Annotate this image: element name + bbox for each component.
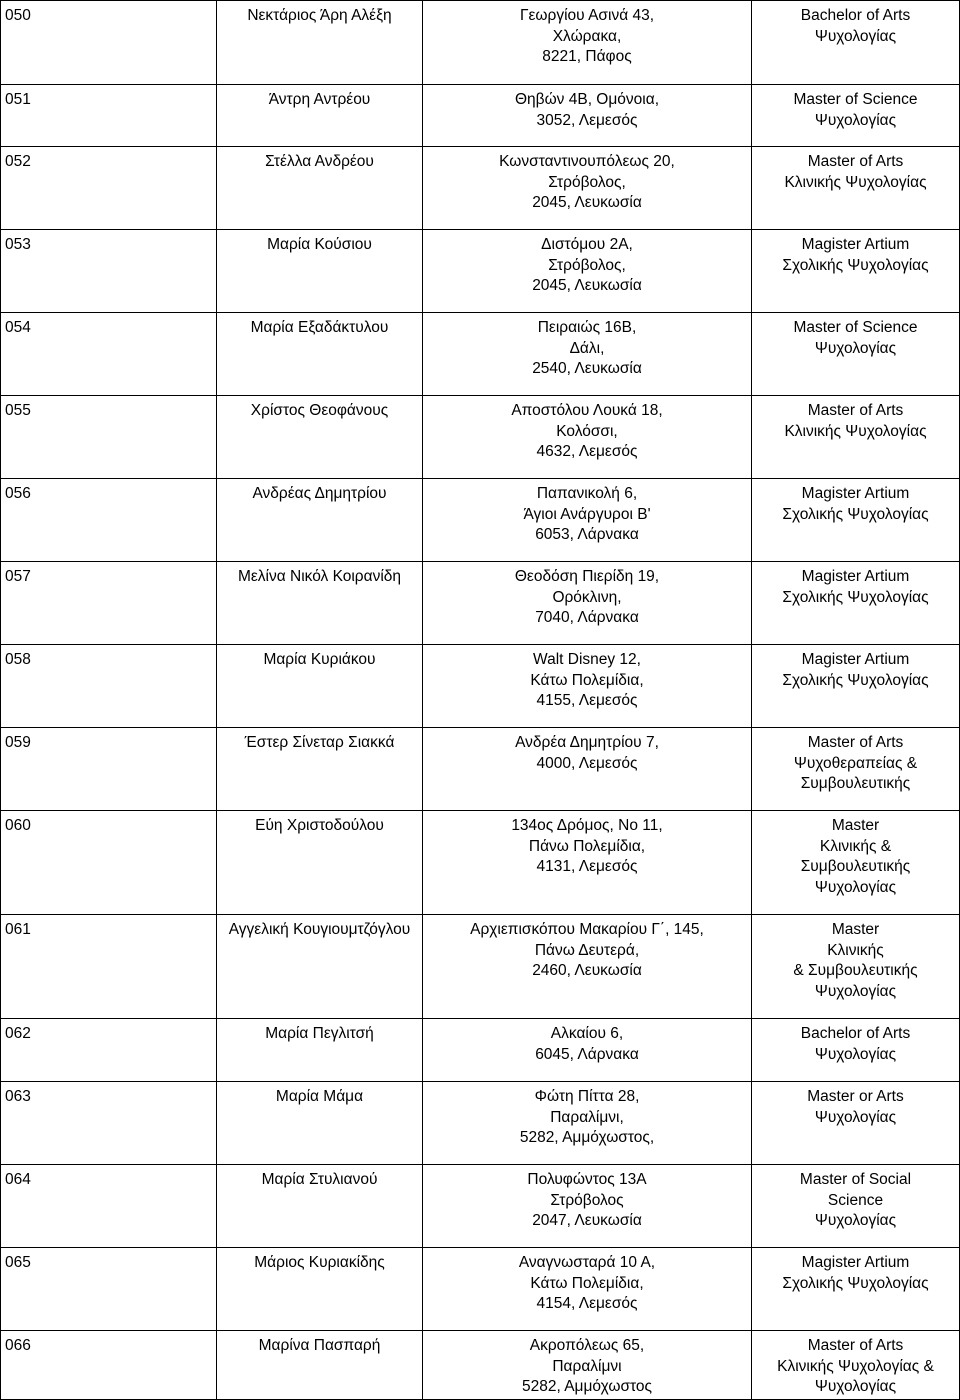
registry-number: 063 [1, 1082, 217, 1165]
table-row [1, 479, 960, 562]
person-name: Μαρίνα Πασπαρή [217, 1331, 423, 1400]
address-line: 6053, Λάρνακα [535, 526, 639, 544]
address-cell [423, 645, 752, 728]
degree-line: & Συμβουλευτικής [793, 962, 918, 980]
degree-cell [752, 811, 960, 915]
person-name: Νεκτάριος Άρη Αλέξη [217, 1, 423, 85]
degree-line: Master or Arts [807, 1088, 904, 1105]
address-line: Άγιοι Ανάργυροι Β' [523, 505, 651, 523]
address-line: 2540, Λευκωσία [532, 360, 642, 378]
table-row [1, 85, 960, 147]
degree-line: Ψυχολογίας [814, 1045, 897, 1063]
degree-line: Magister Artium [801, 568, 910, 585]
registry-number: 060 [1, 811, 217, 915]
degree-line: Κλινικής Ψυχολογίας [784, 422, 927, 440]
address-line: Παπανικολή 6, [536, 485, 638, 502]
degree-line: Science [827, 1191, 884, 1209]
degree-line: Master [831, 817, 880, 834]
degree-line: Bachelor of Arts [800, 1025, 911, 1042]
person-name: Χρίστος Θεοφάνους [217, 396, 423, 479]
address-cell [423, 915, 752, 1019]
degree-line: Σχολικής Ψυχολογίας [782, 671, 929, 689]
address-line: 2460, Λευκωσία [532, 962, 642, 980]
table-row [1, 1019, 960, 1082]
address-cell [423, 230, 752, 313]
address-line: Κάτω Πολεμίδια, [530, 1274, 644, 1292]
address-line: Κωνσταντινουπόλεως 20, [499, 153, 675, 170]
address-line: Χλώρακα, [552, 27, 622, 45]
person-name: Μαρία Μάμα [217, 1082, 423, 1165]
address-cell [423, 1165, 752, 1248]
registry-number: 062 [1, 1019, 217, 1082]
degree-line: Σχολικής Ψυχολογίας [782, 256, 929, 274]
registry-number: 065 [1, 1248, 217, 1331]
person-name: Μελίνα Νικόλ Κοιρανίδη [217, 562, 423, 645]
degree-cell [752, 147, 960, 230]
address-cell [423, 1019, 752, 1082]
address-line: 2045, Λευκωσία [532, 277, 642, 295]
degree-cell [752, 396, 960, 479]
table-row [1, 645, 960, 728]
address-line: 6045, Λάρνακα [535, 1045, 639, 1063]
degree-cell [752, 645, 960, 728]
registry-table-body [1, 1, 960, 1400]
degree-line: Ψυχολογίας [814, 982, 897, 1000]
table-row [1, 1, 960, 85]
address-line: Ανδρέα Δημητρίου 7, [515, 734, 659, 751]
address-cell [423, 396, 752, 479]
address-cell [423, 85, 752, 147]
address-line: Πολυφώντος 13Α [527, 1171, 647, 1188]
person-name: Ανδρέας Δημητρίου [217, 479, 423, 562]
degree-line: Master of Science [793, 91, 918, 108]
degree-cell [752, 85, 960, 147]
degree-line: Κλινικής [827, 941, 884, 959]
table-row [1, 147, 960, 230]
degree-cell [752, 728, 960, 811]
degree-line: Ψυχοθεραπείας & [793, 754, 918, 772]
table-row [1, 1082, 960, 1165]
degree-line: Ψυχολογίας [814, 111, 897, 129]
registry-number: 056 [1, 479, 217, 562]
address-line: Ορόκλινη, [552, 588, 622, 606]
address-line: Αλκαίου 6, [550, 1025, 624, 1042]
degree-cell [752, 915, 960, 1019]
registry-number: 055 [1, 396, 217, 479]
degree-line: Κλινικής & [819, 837, 892, 855]
table-row [1, 230, 960, 313]
address-line: Αναγνωσταρά 10 Α, [518, 1254, 656, 1271]
address-line: 4000, Λεμεσός [536, 754, 638, 772]
address-cell [423, 1082, 752, 1165]
table-row [1, 1331, 960, 1400]
address-line: Πάνω Πολεμίδια, [528, 837, 646, 855]
address-cell [423, 479, 752, 562]
address-line: Γεωργίου Ασινά 43, [519, 7, 655, 24]
degree-line: Ψυχολογίας [814, 339, 897, 357]
person-name: Άντρη Αντρέου [217, 85, 423, 147]
degree-line: Master [831, 921, 880, 938]
degree-line: Magister Artium [801, 651, 910, 668]
address-line: 2047, Λευκωσία [532, 1212, 642, 1230]
person-name: Μαρία Κούσιου [217, 230, 423, 313]
degree-cell [752, 1248, 960, 1331]
person-name: Εύη Χριστοδούλου [217, 811, 423, 915]
registry-number: 054 [1, 313, 217, 396]
person-name: Μαρία Εξαδάκτυλου [217, 313, 423, 396]
registry-number: 059 [1, 728, 217, 811]
registry-number: 053 [1, 230, 217, 313]
degree-line: Ψυχολογίας [814, 27, 897, 45]
degree-line: Master of Arts [807, 734, 904, 751]
address-cell [423, 147, 752, 230]
person-name: Μαρία Κυριάκου [217, 645, 423, 728]
address-line: 5282, Αμμόχωστος, [519, 1129, 655, 1147]
registry-number: 051 [1, 85, 217, 147]
address-line: 134ος Δρόμος, Νο 11, [511, 817, 663, 834]
address-line: Θεοδόση Πιερίδη 19, [514, 568, 660, 585]
degree-line: Master of Arts [807, 153, 904, 170]
degree-line: Master of Arts [807, 1337, 904, 1354]
table-row [1, 1248, 960, 1331]
address-line: 7040, Λάρνακα [535, 609, 639, 627]
address-cell [423, 1331, 752, 1400]
degree-cell [752, 1331, 960, 1400]
degree-line: Magister Artium [801, 1254, 910, 1271]
address-line: Αρχιεπισκόπου Μακαρίου Γ΄, 145, [470, 921, 704, 938]
registry-number: 064 [1, 1165, 217, 1248]
degree-line: Σχολικής Ψυχολογίας [782, 1274, 929, 1292]
address-line: 2045, Λευκωσία [532, 194, 642, 212]
table-row [1, 811, 960, 915]
table-row [1, 915, 960, 1019]
address-line: Στρόβολος, [548, 256, 626, 274]
address-line: Πειραιώς 16Β, [537, 319, 637, 336]
address-line: Διστόμου 2Α, [541, 236, 633, 253]
address-line: Παραλίμνι, [550, 1108, 624, 1126]
address-line: 3052, Λεμεσός [536, 111, 638, 129]
address-line: Κάτω Πολεμίδια, [530, 671, 644, 689]
address-cell [423, 313, 752, 396]
address-line: Walt Disney 12, [533, 651, 641, 668]
degree-cell [752, 562, 960, 645]
degree-line: Master of Social [799, 1171, 912, 1188]
degree-line: Master of Arts [807, 402, 904, 419]
degree-cell [752, 1082, 960, 1165]
address-line: 4154, Λεμεσός [536, 1295, 638, 1313]
address-line: 5282, Αμμόχωστος [521, 1378, 653, 1396]
address-line: 4632, Λεμεσός [536, 443, 638, 461]
person-name: Αγγελική Κουγιουμτζόγλου [217, 915, 423, 1019]
degree-line: Ψυχολογίας [814, 878, 897, 896]
address-line: Ακροπόλεως 65, [529, 1337, 645, 1354]
degree-cell [752, 1019, 960, 1082]
degree-cell [752, 1165, 960, 1248]
address-cell [423, 1248, 752, 1331]
address-line: Φώτη Πίττα 28, [534, 1088, 640, 1105]
address-line: 8221, Πάφος [542, 48, 632, 66]
address-line: Θηβών 4Β, Ομόνοια, [514, 91, 659, 108]
address-line: Παραλίμνι [552, 1357, 622, 1375]
degree-line: Ψυχολογίας [814, 1108, 897, 1126]
degree-cell [752, 230, 960, 313]
degree-line: Ψυχολογίας [814, 1378, 897, 1396]
person-name: Μαρία Στυλιανού [217, 1165, 423, 1248]
degree-line: Magister Artium [801, 485, 910, 502]
address-cell [423, 811, 752, 915]
degree-line: Σχολικής Ψυχολογίας [782, 505, 929, 523]
person-name: Έστερ Σίνεταρ Σιακκά [217, 728, 423, 811]
registry-number: 050 [1, 1, 217, 85]
degree-line: Κλινικής Ψυχολογίας [784, 173, 927, 191]
degree-line: Master of Science [793, 319, 918, 336]
address-cell [423, 562, 752, 645]
registry-number: 057 [1, 562, 217, 645]
address-line: 4155, Λεμεσός [536, 692, 638, 710]
registry-number: 052 [1, 147, 217, 230]
person-name: Μάριος Κυριακίδης [217, 1248, 423, 1331]
address-line: Αποστόλου Λουκά 18, [511, 402, 663, 419]
degree-line: Συμβουλευτικής [800, 775, 911, 793]
degree-line: Κλινικής Ψυχολογίας & [777, 1357, 934, 1375]
registry-number: 061 [1, 915, 217, 1019]
degree-cell [752, 479, 960, 562]
address-line: Δάλι, [569, 339, 605, 357]
address-cell [423, 728, 752, 811]
degree-line: Magister Artium [801, 236, 910, 253]
person-name: Στέλλα Ανδρέου [217, 147, 423, 230]
table-row [1, 1165, 960, 1248]
address-line: Πάνω Δευτερά, [534, 941, 640, 959]
degree-line: Ψυχολογίας [814, 1212, 897, 1230]
table-row [1, 728, 960, 811]
address-cell [423, 1, 752, 85]
registry-number: 066 [1, 1331, 217, 1400]
table-row [1, 396, 960, 479]
address-line: Στρόβολος, [548, 173, 626, 191]
table-row [1, 313, 960, 396]
address-line: 4131, Λεμεσός [536, 858, 638, 876]
degree-line: Συμβουλευτικής [800, 858, 911, 876]
person-name: Μαρία Πεγλιτσή [217, 1019, 423, 1082]
registry-number: 058 [1, 645, 217, 728]
degree-cell [752, 1, 960, 85]
degree-line: Σχολικής Ψυχολογίας [782, 588, 929, 606]
address-line: Στρόβολος [550, 1191, 624, 1209]
address-line: Κολόσσι, [556, 422, 618, 440]
table-row [1, 562, 960, 645]
degree-cell [752, 313, 960, 396]
degree-line: Bachelor of Arts [800, 7, 911, 24]
